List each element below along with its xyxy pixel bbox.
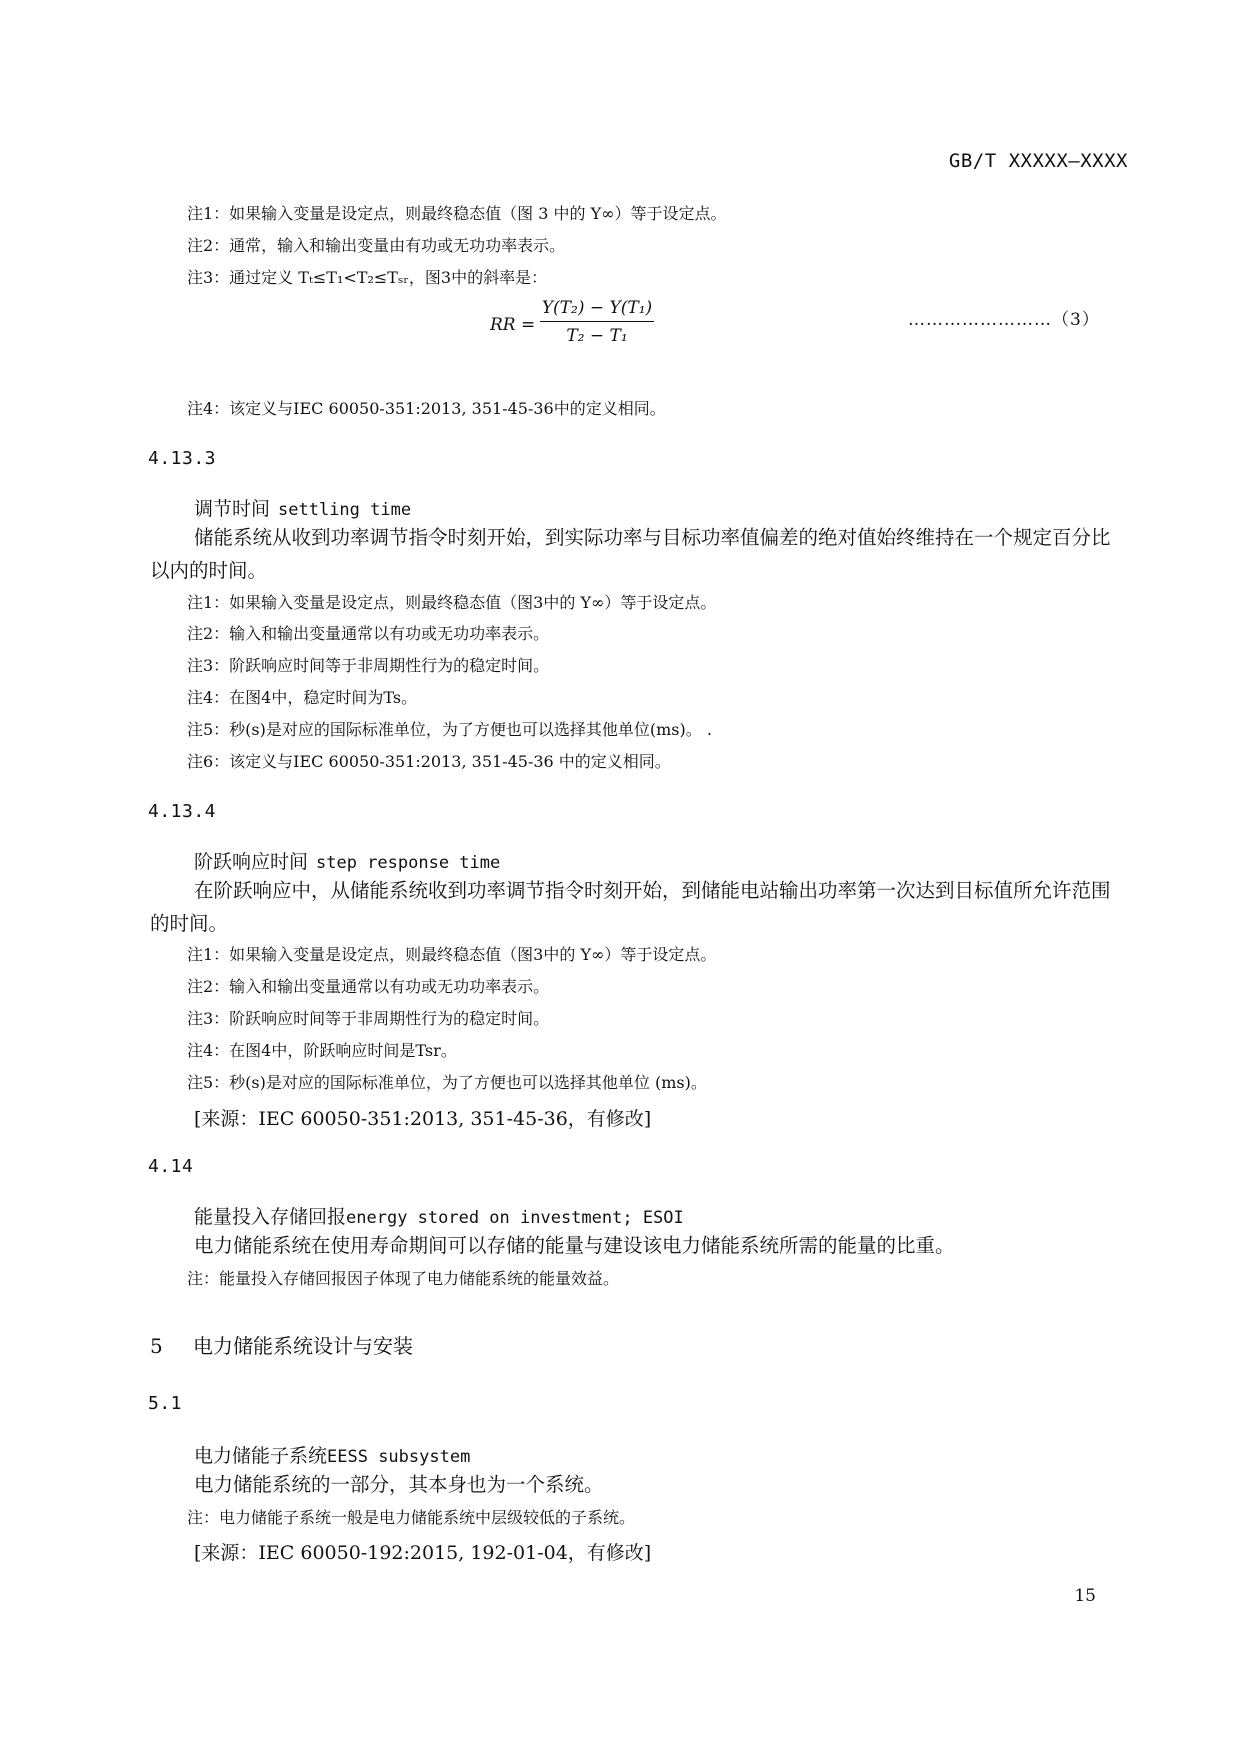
term-en: step response time xyxy=(316,853,501,873)
formula-lhs: RR = xyxy=(490,315,536,335)
note-4: 注4：在图4中，阶跃响应时间是Tsr。 xyxy=(187,1041,457,1060)
note-2: 注2：输入和输出变量通常以有功或无功功率表示。 xyxy=(187,977,550,996)
definition-eess-subsystem: 电力储能系统的一部分，其本身也为一个系统。 xyxy=(194,1473,604,1496)
note-1: 注1：如果输入变量是设定点，则最终稳态值（图3中的 Y∞）等于设定点。 xyxy=(187,593,717,612)
chapter-title: 电力储能系统设计与安装 xyxy=(193,1334,413,1358)
note-5: 注5：秒(s)是对应的国际标准单位，为了方便也可以选择其他单位 (ms)。 xyxy=(187,1073,707,1092)
term-eess-subsystem xyxy=(194,1441,470,1468)
term-en: EESS subsystem xyxy=(327,1447,471,1467)
definition-settling-time: 储能系统从收到功率调节指令时刻开始，到实际功率与目标功率值偏差的绝对值始终维持在一个规定百分比以内的时间。 xyxy=(150,526,1111,582)
document-id: GB/T XXXXX—XXXX xyxy=(948,150,1128,172)
note: 注：能量投入存储回报因子体现了电力储能系统的能量效益。 xyxy=(187,1269,620,1288)
note: 注：电力储能子系统一般是电力储能系统中层级较低的子系统。 xyxy=(187,1508,636,1527)
chapter-heading-5 xyxy=(150,1330,413,1359)
definition-step-response-time: 在阶跃响应中，从储能系统收到功率调节指令时刻开始，到储能电站输出功率第一次达到目标值所允许范围的时间。 xyxy=(150,879,1111,935)
term-cn: 调节时间 xyxy=(194,498,271,520)
note-2: 注2：通常，输入和输出变量由有功或无功功率表示。 xyxy=(187,236,566,255)
note-4: 注4：该定义与IEC 60050-351:2013, 351-45-36中的定义相同。 xyxy=(187,399,666,418)
note-6: 注6：该定义与IEC 60050-351:2013, 351-45-36 中的定义相同。 xyxy=(187,752,671,771)
source-citation: [来源：IEC 60050-351:2013, 351-45-36，有修改] xyxy=(194,1108,652,1130)
note-4: 注4：在图4中，稳定时间为Ts。 xyxy=(187,688,418,707)
note-3: 注3：阶跃响应时间等于非周期性行为的稳定时间。 xyxy=(187,1009,550,1028)
note-2: 注2：输入和输出变量通常以有功或无功功率表示。 xyxy=(187,624,550,643)
note-3: 注3：通过定义 Tₜ≤T₁<T₂≤Tₛᵣ，图3中的斜率是： xyxy=(187,268,548,287)
formula-fraction xyxy=(540,298,654,346)
term-en: settling time xyxy=(278,500,412,520)
definition-esoi: 电力储能系统在使用寿命期间可以存储的能量与建设该电力储能系统所需的能量的比重。 xyxy=(194,1234,955,1257)
note-3: 注3：阶跃响应时间等于非周期性行为的稳定时间。 xyxy=(187,656,550,675)
note-5: 注5：秒(s)是对应的国际标准单位，为了方便也可以选择其他单位(ms)。 . xyxy=(187,720,712,739)
equation-number: ……………………（3） xyxy=(908,310,1100,330)
term-cn: 电力储能子系统 xyxy=(194,1445,328,1467)
note-1: 注1：如果输入变量是设定点，则最终稳态值（图3中的 Y∞）等于设定点。 xyxy=(187,945,717,964)
section-number-4-13-3: 4.13.3 xyxy=(148,448,217,469)
section-number-4-13-4: 4.13.4 xyxy=(148,801,217,822)
term-step-response-time xyxy=(194,847,500,874)
formula-numerator: Y(T₂) − Y(T₁) xyxy=(540,298,654,322)
term-settling-time xyxy=(194,494,411,521)
term-esoi xyxy=(194,1202,684,1229)
term-cn: 能量投入存储回报 xyxy=(194,1206,347,1228)
term-en: energy stored on investment; ESOI xyxy=(346,1208,684,1228)
term-cn: 阶跃响应时间 xyxy=(194,851,309,873)
note-1: 注1：如果输入变量是设定点，则最终稳态值（图 3 中的 Y∞）等于设定点。 xyxy=(187,204,727,223)
section-number-5-1: 5.1 xyxy=(148,1393,183,1414)
page-number: 15 xyxy=(1074,1586,1096,1606)
section-number-4-14: 4.14 xyxy=(148,1156,194,1177)
chapter-number: 5 xyxy=(150,1334,163,1358)
source-citation: [来源：IEC 60050-192:2015, 192-01-04，有修改] xyxy=(194,1542,652,1564)
formula-denominator: T₂ − T₁ xyxy=(566,326,628,346)
